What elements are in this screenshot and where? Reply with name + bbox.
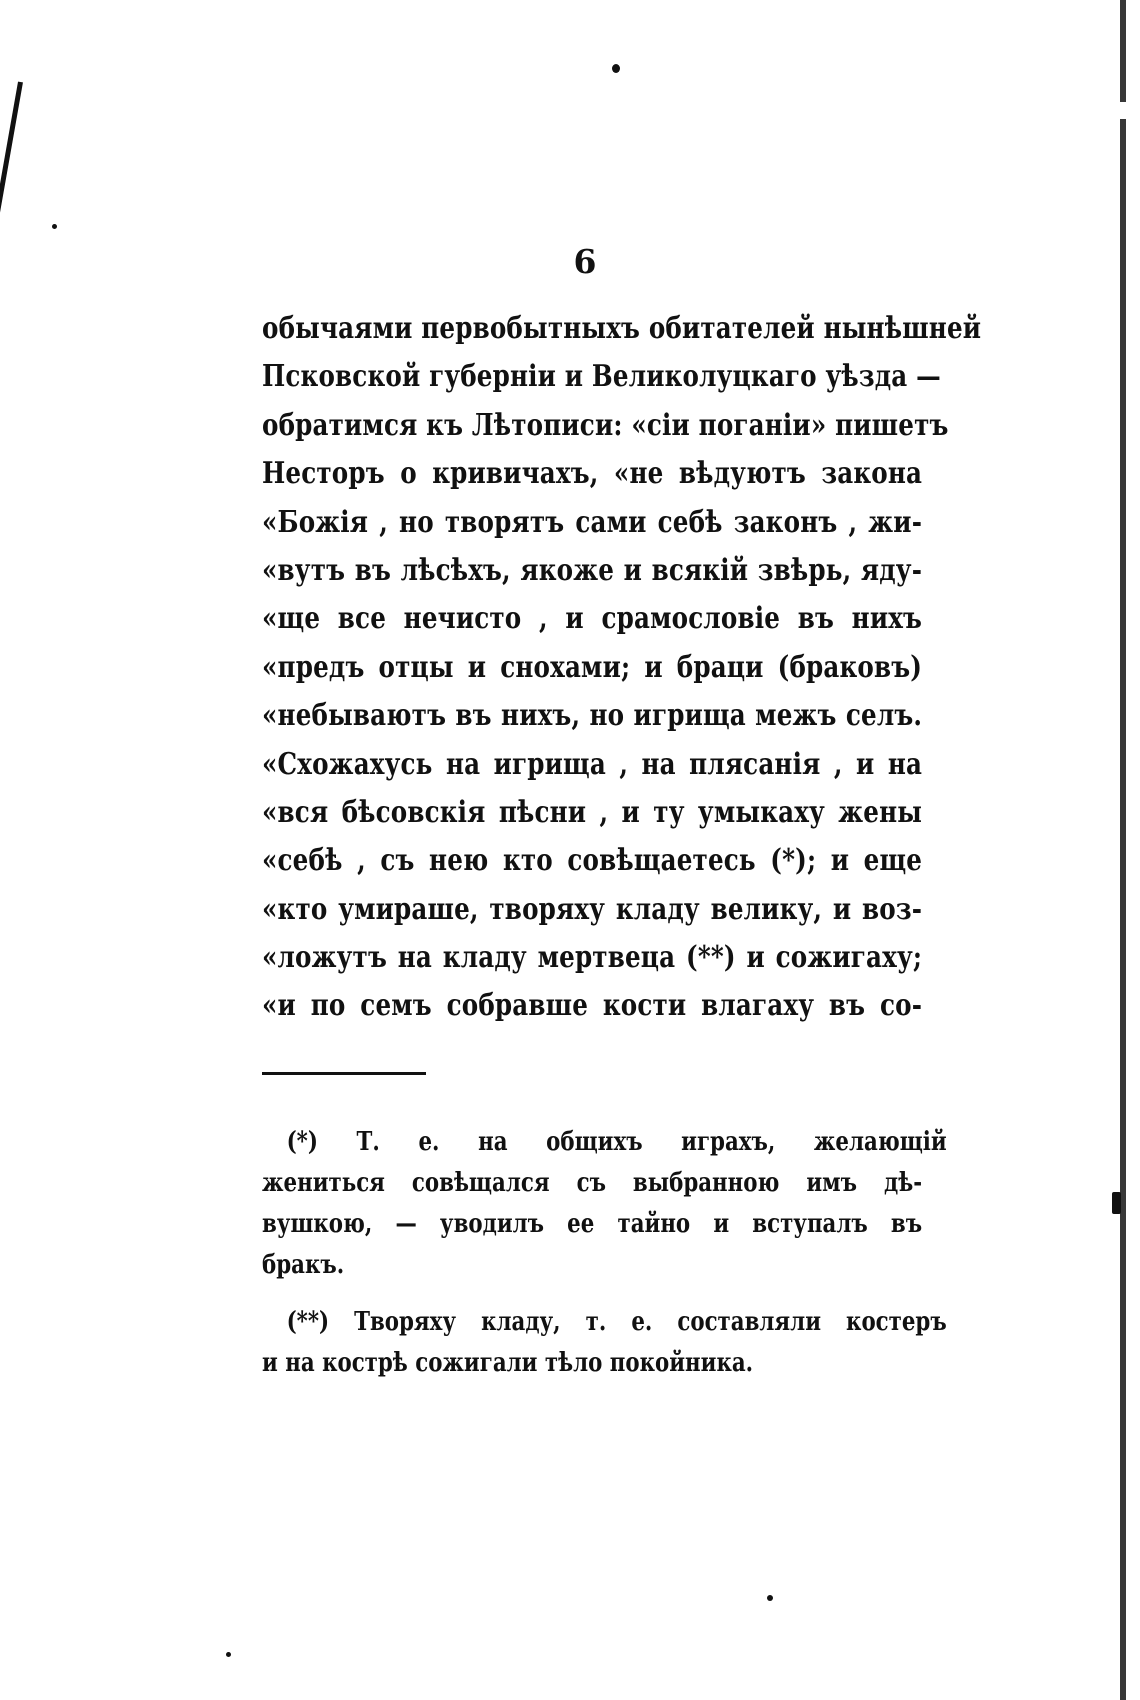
text-line: «и по семъ собравше кости влагаху въ со- xyxy=(262,988,923,1024)
footnote-line: вушкою, — уводилъ ее тайно и вступалъ въ xyxy=(262,1209,923,1239)
text-line: «кто умираше, творяху кладу велику, и воз- xyxy=(262,891,923,927)
scan-speck xyxy=(612,64,620,73)
main-text xyxy=(262,305,982,1031)
footnote-line: (**) Творяху кладу, т. е. составляли костеръ xyxy=(286,1307,947,1337)
text-line: обратимся къ Лѣтописи: «сіи поганіи» пишетъ xyxy=(262,407,949,443)
text-line: «небываютъ въ нихъ, но игрища межъ селъ. xyxy=(262,698,923,734)
footnote-1 xyxy=(262,1122,947,1286)
scan-speck xyxy=(1112,1192,1121,1214)
text-line: «вутъ въ лѣсѣхъ, якоже и всякій звѣрь, яду- xyxy=(262,552,923,588)
footnote-rule xyxy=(262,1072,426,1075)
text-line: «Божія , но творятъ сами себѣ законъ , жи- xyxy=(262,504,923,540)
text-line: «ще все нечисто , и срамословіе въ нихъ xyxy=(262,601,923,637)
footnote-line: и на кострѣ сожигали тѣло покойника. xyxy=(262,1348,754,1378)
text-line: «Схожахусь на игрища , на плясанія , и на xyxy=(262,746,923,782)
footnote-2 xyxy=(262,1302,947,1384)
footnote-line: бракъ. xyxy=(262,1250,345,1280)
text-line: Несторъ о кривичахъ, «не вѣдуютъ закона xyxy=(262,456,923,492)
page-number: 6 xyxy=(573,242,597,281)
text-line: обычаями первобытныхъ обитателей нынѣшней xyxy=(262,311,982,346)
text-line: Псковской губерніи и Великолуцкаго уѣзда — xyxy=(262,359,941,395)
scan-speck xyxy=(52,224,57,229)
scan-speck xyxy=(226,1652,231,1657)
footnote-line: жениться совѣщался съ выбранною имъ дѣ- xyxy=(262,1168,923,1198)
footnotes xyxy=(262,1122,947,1384)
footnote-line: (*) Т. е. на общихъ играхъ, желающій xyxy=(286,1127,947,1157)
scan-speck xyxy=(767,1595,773,1601)
text-line: «себѣ , съ нею кто совѣщаетесь (*); и еще xyxy=(262,843,923,879)
text-line: «вся бѣсовскія пѣсни , и ту умыкаху жены xyxy=(262,794,923,830)
left-edge-mark xyxy=(0,82,23,226)
text-line: «предъ отцы и снохами; и браци (браковъ) xyxy=(262,649,923,685)
text-line: «ложутъ на кладу мертвеца (**) и сожигаху; xyxy=(262,940,923,976)
